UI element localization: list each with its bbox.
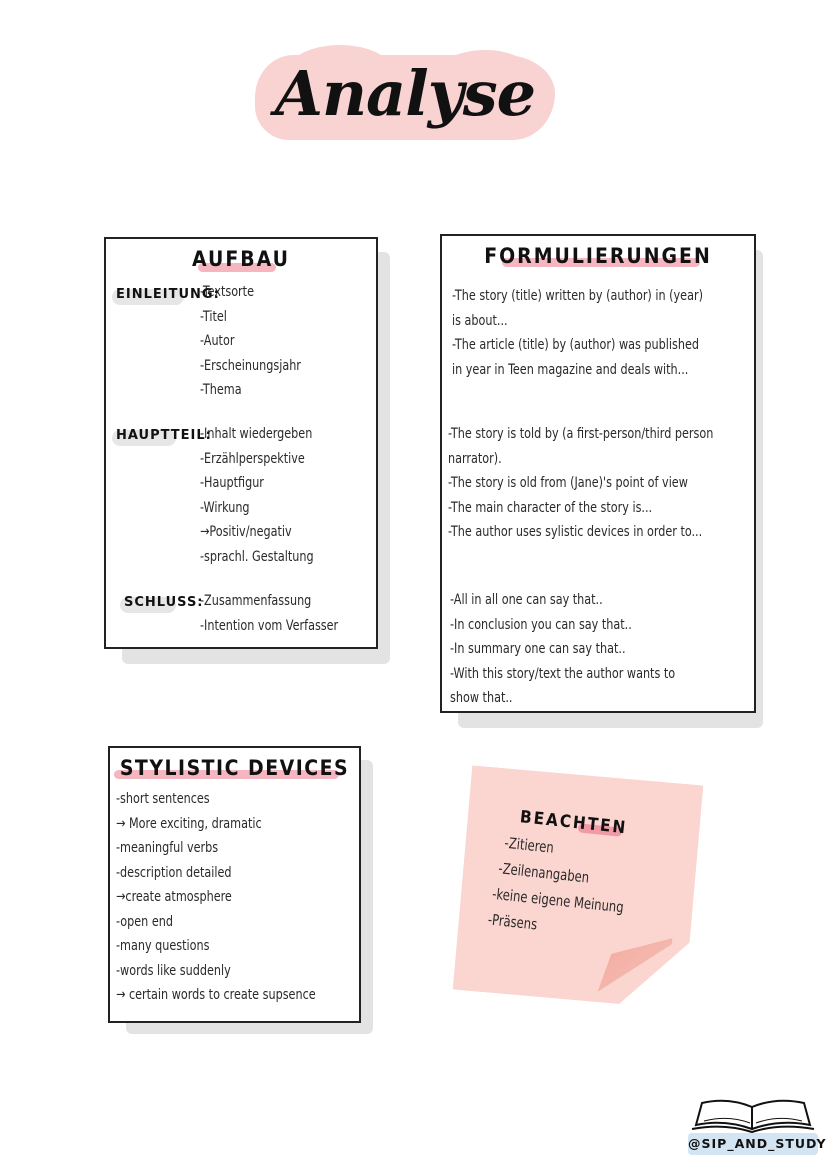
list-item: -The story is told by (a first-person/third person xyxy=(448,426,714,442)
list-item: -In summary one can say that.. xyxy=(450,641,626,657)
hauptteil-list xyxy=(200,422,332,569)
section-label-einleitung: EINLEITUNG: xyxy=(116,287,220,302)
list-item: is about... xyxy=(452,312,508,329)
section-label-schluss: SCHLUSS: xyxy=(124,595,204,610)
list-item: -sprachl. Gestaltung xyxy=(200,548,314,565)
list-item: -Thema xyxy=(200,382,242,398)
list-item: -Erzählperspektive xyxy=(200,450,305,467)
list-item: -Zitieren xyxy=(503,833,555,857)
list-item: -many questions xyxy=(116,938,210,954)
formulierungen-group-conclusion xyxy=(450,588,712,711)
list-item: narrator). xyxy=(448,450,502,467)
brand-logo xyxy=(688,1095,827,1160)
list-item: → certain words to create supsence xyxy=(116,987,316,1003)
list-item: -meaningful verbs xyxy=(116,840,219,856)
list-item: -The story (title) written by (author) in (year) xyxy=(452,288,703,304)
list-item: -open end xyxy=(116,913,173,930)
list-item: → More exciting, dramatic xyxy=(116,815,262,832)
list-item: -The article (title) by (author) was published xyxy=(452,337,699,353)
list-item: -Titel xyxy=(200,308,227,325)
list-item: -keine eigene Meinung xyxy=(491,884,625,917)
list-item: -Zusammenfassung xyxy=(200,593,312,609)
page-title xyxy=(255,45,555,150)
list-item: show that.. xyxy=(450,690,513,706)
list-item: in year in Teen magazine and deals with... xyxy=(452,361,689,378)
list-item: -Wirkung xyxy=(200,499,250,516)
beachten-content xyxy=(487,805,679,951)
formulierungen-group-intro xyxy=(452,284,744,382)
formulierungen-heading-text: FORMULIERUNGEN xyxy=(484,244,712,268)
list-item: -Zeilenangaben xyxy=(497,859,591,887)
list-item: -Präsens xyxy=(487,910,539,934)
logo-handle: @SIP_AND_STUDY xyxy=(688,1136,827,1151)
beachten-heading-text: BEACHTEN xyxy=(518,807,629,839)
list-item: -The main character of the story is... xyxy=(448,499,653,516)
list-item: -In conclusion you can say that.. xyxy=(450,616,632,633)
list-item: -With this story/text the author wants to xyxy=(450,665,676,682)
list-item: →Positiv/negativ xyxy=(200,524,292,540)
open-book-icon xyxy=(688,1095,818,1133)
list-item: -Intention vom Verfasser xyxy=(200,617,339,634)
list-item: -words like suddenly xyxy=(116,962,231,979)
list-item: →create atmosphere xyxy=(116,889,232,905)
list-item: -The story is old from (Jane)'s point of view xyxy=(448,475,688,491)
list-item: -The author uses sylistic devices in order to... xyxy=(448,524,703,540)
stylistic-heading xyxy=(110,756,359,780)
list-item: -Textsorte xyxy=(200,284,254,300)
list-item: -All in all one can say that.. xyxy=(450,592,603,608)
list-item: -Hauptfigur xyxy=(200,475,264,491)
title-text: Analyse xyxy=(274,57,536,130)
list-item: -Inhalt wiedergeben xyxy=(200,426,313,442)
section-label-hauptteil: HAUPTTEIL: xyxy=(116,428,212,443)
formulierungen-heading xyxy=(442,244,754,268)
list-item: -description detailed xyxy=(116,864,232,881)
stylistic-heading-text: STYLISTIC DEVICES xyxy=(119,756,350,780)
aufbau-heading-text: AUFBAU xyxy=(192,247,290,271)
schluss-list xyxy=(200,589,361,638)
list-item: -Autor xyxy=(200,333,235,349)
aufbau-heading xyxy=(106,247,376,271)
formulierungen-group-main xyxy=(448,422,757,545)
stylistic-devices-list xyxy=(116,787,348,1008)
list-item: -short sentences xyxy=(116,791,210,807)
list-item: -Erscheinungsjahr xyxy=(200,357,301,374)
